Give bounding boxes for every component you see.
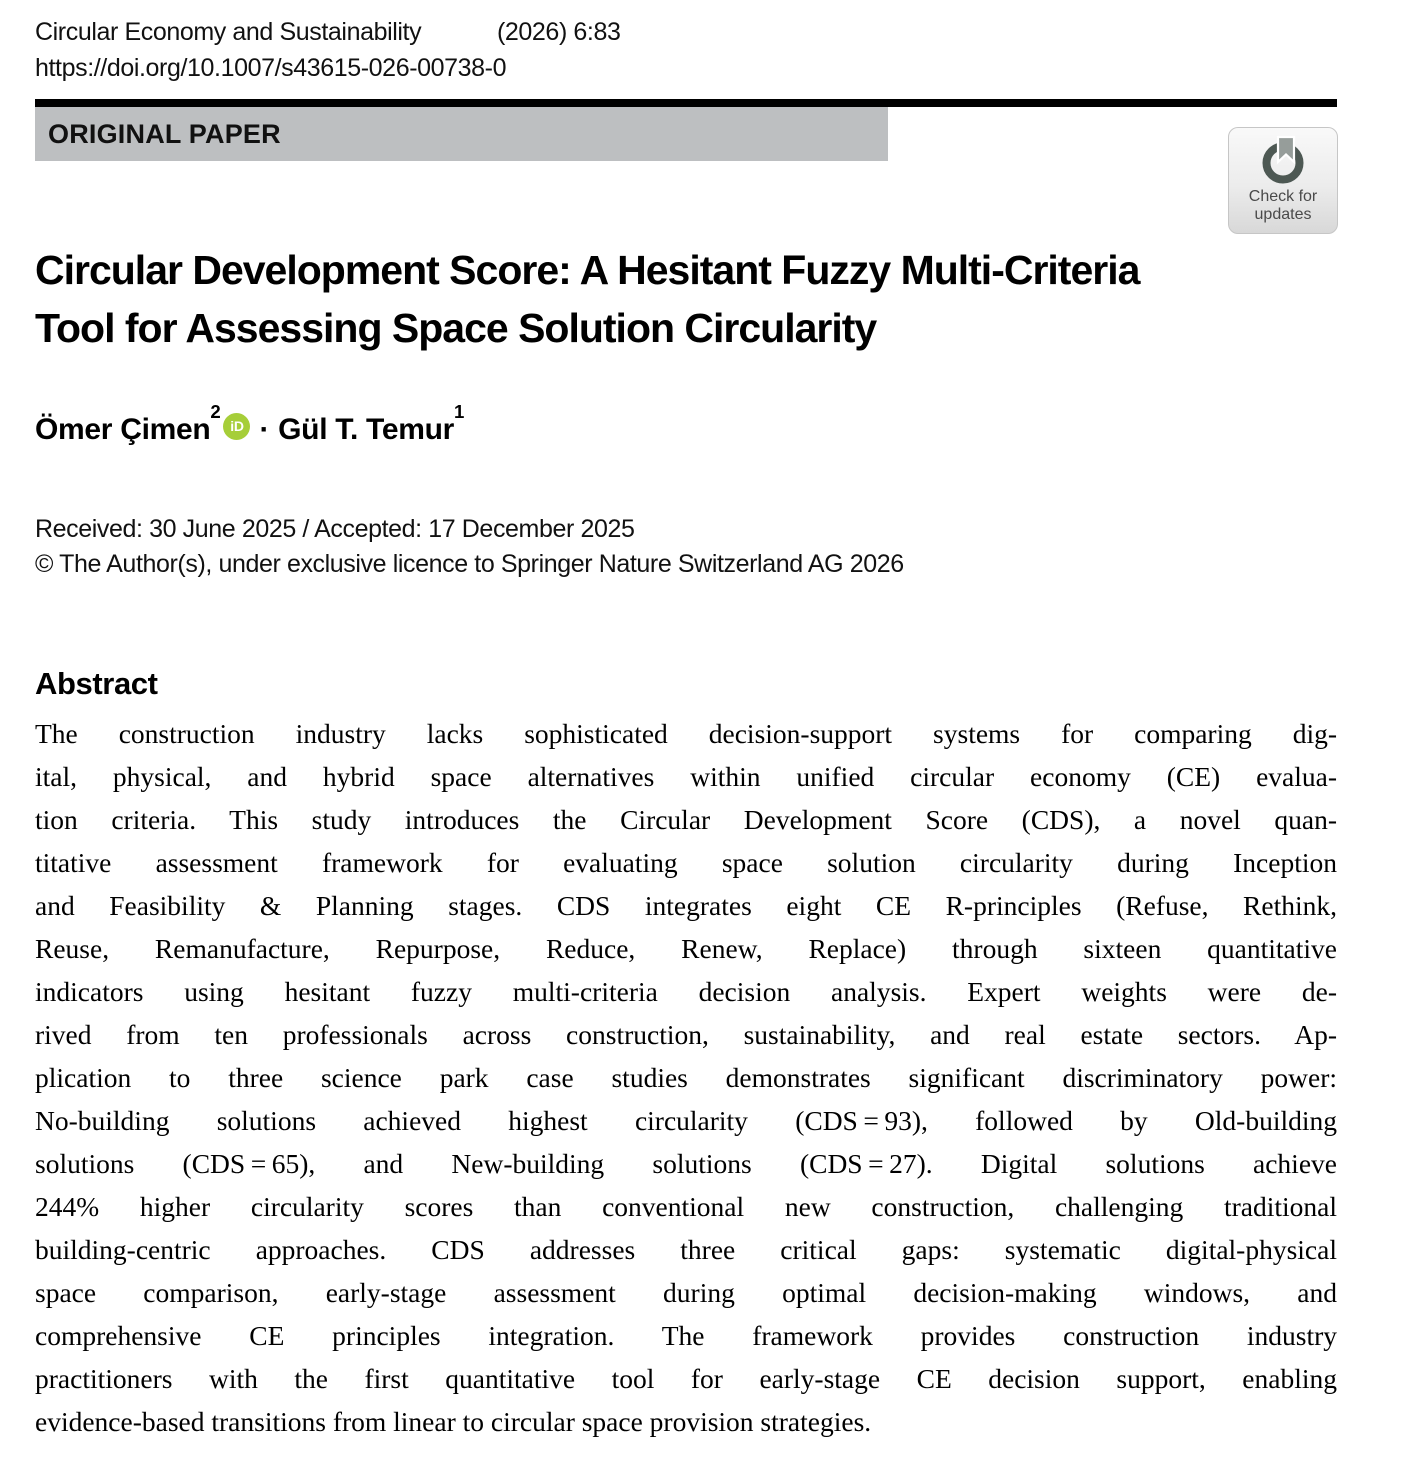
abstract-line: plication to three science park case studies demonstrates significant discriminatory power: — [35, 1062, 1337, 1093]
journal-header-line — [35, 14, 1337, 50]
received-accepted-line: Received: 30 June 2025 / Accepted: 17 December 2025 — [35, 515, 635, 543]
paper-title-line2: Tool for Assessing Space Solution Circularity — [35, 305, 877, 351]
doi-link[interactable]: https://doi.org/10.1007/s43615-026-00738-0 — [35, 54, 507, 82]
badge-text-line2: updates — [1254, 206, 1312, 223]
copyright-line: © The Author(s), under exclusive licence to Springer Nature Switzerland AG 2026 — [35, 550, 904, 578]
check-for-updates-label — [1249, 188, 1317, 224]
abstract-line: No-building solutions achieved highest circularity (CDS = 93), followed by Old-building — [35, 1105, 1337, 1136]
abstract-line: indicators using hesitant fuzzy multi-criteria decision analysis. Expert weights were de- — [35, 976, 1337, 1007]
abstract-line: and Feasibility & Planning stages. CDS integrates eight CE R-principles (Refuse, Rethink, — [35, 890, 1337, 921]
badge-text-line1: Check for — [1248, 188, 1318, 205]
author-separator: · — [259, 413, 270, 446]
abstract-line: practitioners with the first quantitative tool for early-stage CE decision support, enabling — [35, 1363, 1337, 1394]
author-affiliation-sup-1: 2 — [210, 401, 221, 422]
abstract-heading: Abstract — [35, 666, 158, 701]
author-name-1[interactable]: Ömer Çimen — [35, 413, 211, 446]
abstract-line: comprehensive CE principles integration. The framework provides construction industry — [35, 1320, 1337, 1351]
paper-title-line1: Circular Development Score: A Hesitant Fuzzy Multi-Criteria — [35, 247, 1140, 293]
abstract-line: The construction industry lacks sophisticated decision-support systems for comparing dig- — [35, 718, 1337, 749]
abstract-line: solutions (CDS = 65), and New-building solutions (CDS = 27). Digital solutions achieve — [35, 1148, 1337, 1179]
abstract-line: space comparison, early-stage assessment during optimal decision-making windows, and — [35, 1277, 1337, 1308]
article-type-banner — [35, 107, 888, 161]
orcid-icon[interactable]: iD — [223, 413, 250, 440]
crossmark-icon — [1257, 133, 1309, 187]
journal-citation: (2026) 6:83 — [497, 18, 621, 46]
abstract-line: rived from ten professionals across construction, sustainability, and real estate sectors. Ap- — [35, 1019, 1337, 1050]
header-rule — [35, 99, 1337, 107]
abstract-line: building-centric approaches. CDS addresses three critical gaps: systematic digital-physical — [35, 1234, 1337, 1265]
author-name-2[interactable]: Gül T. Temur — [278, 413, 454, 446]
abstract-text — [35, 712, 1337, 1443]
journal-name: Circular Economy and Sustainability — [35, 18, 422, 46]
abstract-line: titative assessment framework for evaluating space solution circularity during Inception — [35, 847, 1337, 878]
abstract-line: ital, physical, and hybrid space alternatives within unified circular economy (CE) evalua- — [35, 761, 1337, 792]
author-affiliation-sup-2: 1 — [454, 401, 465, 422]
check-for-updates-badge[interactable] — [1228, 127, 1338, 234]
article-type-label: ORIGINAL PAPER — [48, 118, 281, 149]
abstract-line: 244% higher circularity scores than conventional new construction, challenging traditional — [35, 1191, 1337, 1222]
paper-title — [35, 241, 1337, 357]
abstract-line: Reuse, Remanufacture, Repurpose, Reduce, Renew, Replace) through sixteen quantitative — [35, 933, 1337, 964]
authors-line — [35, 401, 1337, 448]
abstract-line: evidence-based transitions from linear to circular space provision strategies. — [35, 1406, 872, 1437]
abstract-line: tion criteria. This study introduces the Circular Development Score (CDS), a novel quan- — [35, 804, 1337, 835]
dates-block — [35, 512, 1337, 582]
